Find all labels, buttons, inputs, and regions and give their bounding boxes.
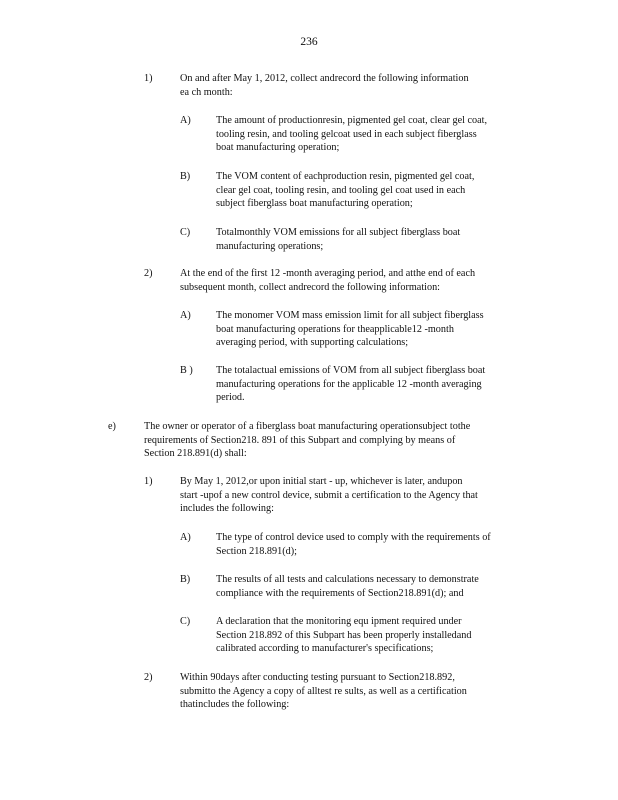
item-marker: 1) — [144, 476, 153, 487]
item-text: The totalactual emissions of VOM from all subject fiberglass boat manufacturing operations for the applicable 12 -month averaging period. — [216, 365, 486, 404]
item-marker: B ) — [180, 365, 193, 376]
item-marker: B) — [180, 171, 191, 182]
list-item — [180, 226, 538, 253]
item-text: At the end of the first 12 -month averaging period, and atthe end of each subsequent month, collect andrecord the following information: — [180, 268, 476, 293]
item-text: Totalmonthly VOM emissions for all subject fiberglass boat manufacturing operations; — [216, 227, 461, 252]
list-item — [180, 531, 538, 558]
page-number: 236 — [300, 36, 318, 48]
item-text: The VOM content of eachproduction resin, pigmented gel coat, clear gel coat, tooling resin, and tooling gel coat used in each subject fiberglass boat manufacturing operation; — [216, 171, 475, 210]
list-item — [180, 615, 538, 656]
item-marker: e) — [108, 421, 116, 432]
list-item — [144, 72, 520, 99]
item-marker: 2) — [144, 268, 153, 279]
item-text: Within 90days after conducting testing pursuant to Section218.892, submitto the Agency a copy of alltest re sults, as well as a certification thatincludes the following: — [180, 672, 467, 711]
list-item — [180, 364, 538, 405]
list-item — [180, 309, 538, 350]
list-item — [180, 114, 538, 155]
item-text: The type of control device used to comply with the requirements of Section 218.891(d); — [216, 532, 491, 557]
item-text: The results of all tests and calculations necessary to demonstrate compliance with the requirements of Section218.891(d); and — [216, 574, 479, 599]
item-text: On and after May 1, 2012, collect andrecord the following information ea ch month: — [180, 73, 469, 98]
item-marker: A) — [180, 310, 191, 321]
list-item — [180, 170, 538, 211]
list-item — [180, 573, 538, 600]
item-marker: 1) — [144, 73, 153, 84]
item-text: The owner or operator of a fiberglass boat manufacturing operationsubject tothe requirements of Section218. 891 of this Subpart and complying by means of Section 218.891(d) shall: — [144, 421, 471, 460]
item-marker: C) — [180, 227, 191, 238]
list-item — [144, 267, 520, 294]
item-marker: 2) — [144, 672, 153, 683]
item-text: By May 1, 2012,or upon initial start - up, whichever is later, andupon start -upof a new control device, submit a certification to the Agency that includes the following: — [180, 476, 478, 515]
item-marker: A) — [180, 532, 191, 543]
item-text: The monomer VOM mass emission limit for all subject fiberglass boat manufacturing operations for theapplicable12 -month averaging period, with supporting calculations; — [216, 310, 484, 349]
item-text: A declaration that the monitoring equ ipment required under Section 218.892 of this Subpart has been properly installedand calibrated according to manufacturer's specifications; — [216, 616, 472, 655]
list-item — [144, 475, 520, 516]
item-marker: B) — [180, 574, 191, 585]
list-item — [108, 420, 544, 461]
item-marker: A) — [180, 115, 191, 126]
list-item — [144, 671, 520, 712]
item-text: The amount of productionresin, pigmented gel coat, clear gel coat, tooling resin, and tooling gelcoat used in each subject fiberglass boat manufacturing operation; — [216, 115, 488, 154]
item-marker: C) — [180, 616, 191, 627]
